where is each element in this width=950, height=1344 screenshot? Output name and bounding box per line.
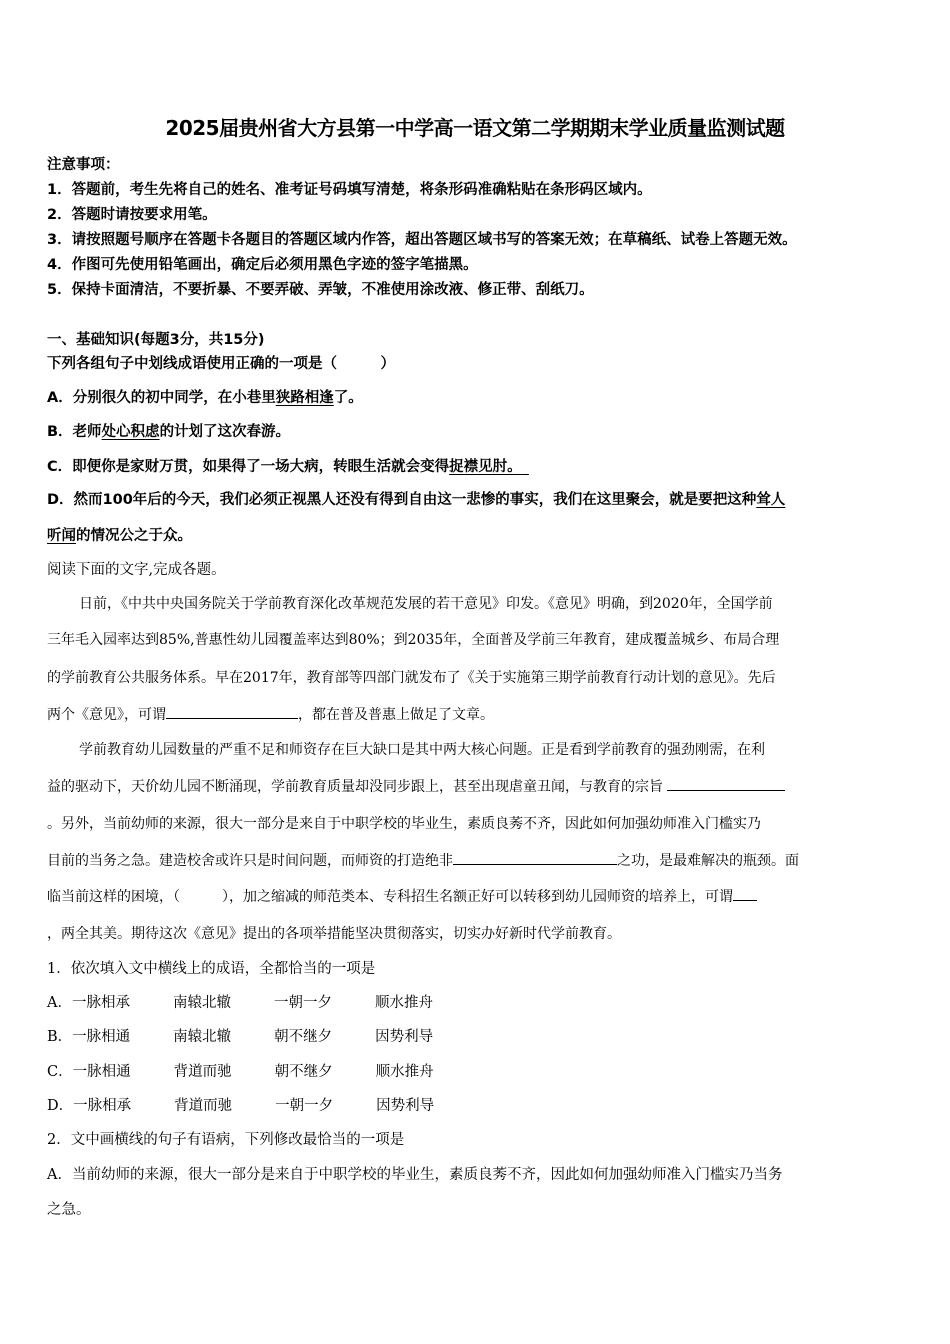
option-a-text: A．分别很久的初中同学，在小巷里 (47, 390, 276, 406)
section1-option-d-cont (47, 524, 192, 545)
option-c-trailing-underline (522, 459, 529, 475)
passage-p2-line2 (47, 776, 785, 796)
passage-p2-line6: ，两全其美。期待这次《意见》提出的各项举措能坚决贯彻落实，切实办好新时代学前教育。 (47, 926, 621, 942)
passage-p1-line4-start: 两个《意见》，可谓 (47, 707, 166, 723)
choice-1: 一脉相承 (71, 995, 130, 1011)
choice-4: 顺水推舟 (374, 995, 433, 1011)
passage-p1-line4 (47, 704, 494, 724)
question-1-option-a[interactable] (47, 991, 433, 1012)
notice-item-2: 2．答题时请按要求用笔。 (47, 207, 217, 223)
passage-p1-line4-end: ，都在普及普惠上做足了文章。 (298, 707, 494, 723)
passage-p2-line5 (47, 886, 757, 906)
choice-2: 背道而驰 (173, 1064, 232, 1080)
choice-3: 朝不继夕 (274, 1029, 333, 1045)
fill-blank-2[interactable] (667, 776, 785, 791)
option-b-idiom: 处心积虑 (101, 424, 160, 440)
passage-p2-line5-text: 临当前这样的困境，（ ），加之缩减的师范类本、专科招生名额正好可以转移到幼儿园师资的培养上，可谓 (47, 889, 733, 905)
option-a-end: 了。 (333, 390, 363, 406)
choice-3: 一朝一夕 (275, 1098, 334, 1114)
choice-1: 一脉相通 (72, 1064, 131, 1080)
fill-blank-4[interactable] (733, 886, 757, 901)
choice-3: 一朝一夕 (273, 995, 332, 1011)
choice-4: 顺水推舟 (375, 1064, 434, 1080)
option-label: B． (47, 1029, 73, 1045)
option-c-text: C．即便你是家财万贯，如果得了一场大病，转眼生活就会变得 (47, 459, 450, 475)
choice-1: 一脉相承 (73, 1098, 132, 1114)
notice-item-4: 4．作图可先使用铅笔画出，确定后必须用黑色字迹的签字笔描黑。 (47, 257, 478, 273)
passage-p1-line2: 三年毛入园率达到85%,普惠性幼儿园覆盖率达到80%；到2035年，全面普及学前三年教育，建成覆盖城乡、布局合理 (47, 632, 780, 648)
reading-intro: 阅读下面的文字,完成各题。 (47, 562, 226, 578)
section1-option-c (47, 455, 529, 476)
option-d-idiom: 耸人 (756, 492, 786, 508)
question-1-option-c[interactable] (47, 1060, 434, 1081)
section1-heading: 一、基础知识(每题3分，共15分) (47, 332, 265, 348)
passage-p2-line4 (47, 850, 799, 870)
option-label: D． (47, 1098, 74, 1114)
exam-title: 2025届贵州省大方县第一中学高一语文第二学期期末学业质量监测试题 (165, 116, 785, 140)
option-d-text: D．然而100年后的今天，我们必须正视黑人还没有得到自由这一悲惨的事实，我们在这里聚会，就是要把这种 (47, 492, 757, 508)
notice-heading: 注意事项： (47, 157, 120, 173)
option-b-text: B．老师 (47, 424, 102, 440)
section1-option-b (47, 420, 290, 441)
passage-p2-line2-text: 益的驱动下，天价幼儿园不断涌现，学前教育质量却没同步跟上，甚至出现虐童丑闻，与教育的宗旨 (47, 779, 663, 795)
choice-4: 因势利导 (375, 1029, 434, 1045)
passage-p2-line4-end: 之功，是最难解决的瓶颈。面 (617, 853, 799, 869)
section1-option-a (47, 386, 363, 407)
option-label: C． (47, 1064, 73, 1080)
section1-question: 下列各组句子中划线成语使用正确的一项是（ ） (47, 356, 395, 372)
choice-1: 一脉相通 (72, 1029, 131, 1045)
option-a-idiom: 狭路相逢 (275, 390, 334, 406)
question-2-option-a[interactable]: A．当前幼师的来源，很大一部分是来自于中职学校的毕业生，素质良莠不齐，因此如何加强幼师准入门槛实乃当务 (47, 1167, 783, 1183)
option-label: A． (47, 995, 72, 1011)
question-1-stem: 1．依次填入文中横线上的成语，全都恰当的一项是 (47, 961, 376, 977)
question-1-option-b[interactable] (47, 1025, 433, 1046)
choice-4: 因势利导 (376, 1098, 435, 1114)
notice-item-5: 5．保持卡面清洁，不要折暴、不要弄破、弄皱，不准使用涂改液、修正带、刮纸刀。 (47, 282, 594, 298)
option-d-idiom-cont: 听闻 (47, 528, 76, 544)
passage-p1-line1: 日前，《中共中央国务院关于学前教育深化改革规范发展的若干意见》印发。《意见》明确，到2020年，全国学前 (79, 596, 773, 612)
question-2-stem: 2．文中画横线的句子有语病，下列修改最恰当的一项是 (47, 1132, 405, 1148)
passage-p2-line1: 学前教育幼儿园数量的严重不足和师资存在巨大缺口是其中两大核心问题。正是看到学前教育的强劲刚需，在利 (79, 742, 765, 758)
question-2-option-a-cont: 之急。 (47, 1202, 91, 1218)
option-d-end: 的情况公之于众。 (76, 528, 192, 544)
section1-option-d (47, 488, 785, 509)
fill-blank-3[interactable] (453, 850, 617, 865)
notice-item-1: 1．答题前，考生先将自己的姓名、准考证号码填写清楚，将条形码准确粘贴在条形码区域内。 (47, 182, 652, 198)
option-b-end: 的计划了这次春游。 (159, 424, 291, 440)
passage-p2-line3: 。另外，当前幼师的来源，很大一部分是来自于中职学校的毕业生，素质良莠不齐，因此如何加强幼师准入门槛实乃 (47, 816, 761, 832)
choice-2: 南辕北辙 (173, 1029, 232, 1045)
choice-2: 南辕北辙 (172, 995, 231, 1011)
notice-item-3: 3．请按照题号顺序在答题卡各题目的答题区域内作答，超出答题区域书写的答案无效；在草稿纸、试卷上答题无效。 (47, 232, 797, 248)
choice-3: 朝不继夕 (274, 1064, 333, 1080)
question-1-option-d[interactable] (47, 1094, 434, 1115)
fill-blank-1[interactable] (166, 704, 298, 719)
passage-p2-line4-start: 目前的当务之急。建造校舍或许只是时间问题，而师资的打造绝非 (47, 853, 453, 869)
choice-2: 背道而驰 (174, 1098, 233, 1114)
passage-p1-line3: 的学前教育公共服务体系。早在2017年，教育部等四部门就发布了《关于实施第三期学前教育行动计划的意见》。先后 (47, 670, 776, 686)
option-c-idiom: 捉襟见肘。 (449, 459, 522, 475)
